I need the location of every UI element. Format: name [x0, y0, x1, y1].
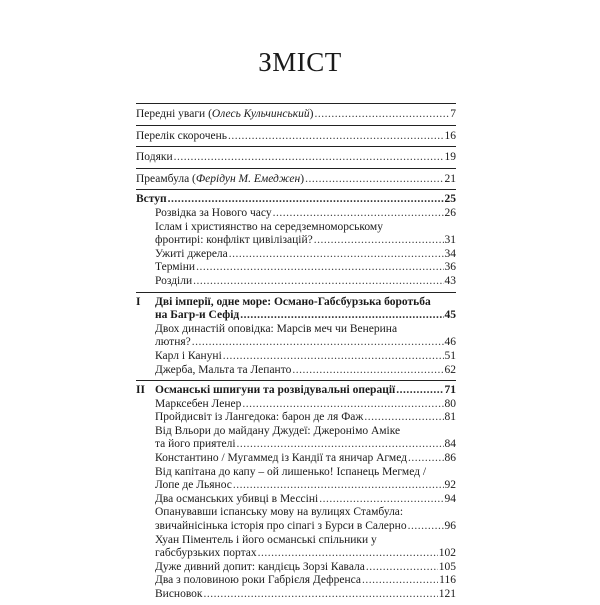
entry-line — [155, 234, 456, 248]
entry-title: лютня? — [155, 336, 191, 349]
entry-line — [155, 574, 456, 588]
page-number: 84 — [444, 438, 456, 451]
entry-line — [155, 207, 456, 221]
entry-title: Дуже дивний допит: кандієць Зорзі Кавала — [155, 560, 365, 573]
entry-title: Лопе де Льянос — [155, 479, 232, 492]
entry-line — [136, 108, 456, 122]
leader-dots — [192, 336, 444, 350]
entry-title: Перелік скорочень — [136, 129, 228, 142]
leader-dots — [305, 173, 443, 187]
leader-dots — [229, 248, 444, 262]
entry-title: Висновок — [155, 588, 203, 600]
leader-dots — [362, 574, 438, 588]
toc-entry[interactable] — [136, 207, 456, 221]
leader-dots — [396, 384, 443, 398]
page-number: 81 — [444, 411, 456, 424]
leader-dots — [228, 130, 443, 144]
entry-title: Терміни — [155, 261, 196, 274]
entry-title: Османські шпигуни та розвідувальні операції — [155, 384, 396, 397]
page-number: 86 — [444, 452, 456, 465]
page-number: 45 — [444, 309, 456, 322]
chapter-number: II — [136, 384, 145, 397]
entry-title: Джерба, Мальта та Лепанто — [155, 363, 292, 376]
entry-line — [155, 547, 456, 561]
leader-dots — [314, 108, 449, 122]
toc-chapter-2[interactable] — [136, 384, 456, 398]
toc-entry[interactable] — [136, 534, 456, 561]
entry-line — [155, 452, 456, 466]
entry-line — [155, 438, 456, 452]
page-number: 105 — [438, 560, 456, 573]
toc-entry-f3[interactable] — [136, 151, 456, 165]
entry-line: Двох династій оповідка: Марсів меч чи Венерина — [155, 322, 398, 335]
page-number: 21 — [444, 172, 456, 185]
entry-line — [155, 520, 456, 534]
entry-line — [155, 364, 456, 378]
entry-line — [155, 261, 456, 275]
toc-entry[interactable] — [136, 364, 456, 378]
toc-entry[interactable] — [136, 574, 456, 588]
leader-dots — [319, 493, 443, 507]
page-number: 31 — [444, 234, 456, 247]
page-number: 25 — [444, 193, 456, 206]
leader-dots — [242, 398, 443, 412]
toc-chapter-1[interactable] — [136, 296, 456, 323]
toc-entry[interactable] — [136, 493, 456, 507]
entry-line: Іслам і християнство на середземноморському — [155, 220, 383, 233]
toc-entry[interactable] — [136, 561, 456, 575]
entry-title: Константино / Мугаммед із Кандії та яничар Агмед — [155, 452, 408, 465]
entry-title: Подяки — [136, 151, 173, 164]
entry-line — [155, 493, 456, 507]
entry-title: Марксебен Ленер — [155, 397, 242, 410]
page-title: ЗМІСТ — [258, 47, 342, 77]
page-number: 102 — [438, 547, 456, 560]
author-name: Ферідун М. Емеджен — [195, 172, 301, 185]
entry-title: Карл і Кануні — [155, 349, 222, 362]
entry-title: Преамбула (Ферідун М. Емеджен) — [136, 172, 305, 185]
entry-title: Розділи — [155, 274, 193, 287]
entry-title: Вступ — [136, 193, 167, 206]
leader-dots — [364, 411, 443, 425]
entry-line — [136, 193, 456, 207]
leader-dots — [196, 261, 443, 275]
entry-line: Від капітана до капу – ой лишенько! Іспанець Мегмед / — [155, 465, 427, 478]
page-number: 26 — [444, 206, 456, 219]
toc-entry[interactable] — [136, 466, 456, 493]
leader-dots — [258, 547, 438, 561]
entry-line — [155, 561, 456, 575]
toc-entry[interactable] — [136, 261, 456, 275]
entry-title: Розвідка за Нового часу — [155, 206, 272, 219]
toc-entry[interactable] — [136, 398, 456, 412]
page-number: 116 — [439, 574, 456, 587]
entry-line — [136, 173, 456, 187]
entry-line — [155, 411, 456, 425]
page-number: 34 — [444, 247, 456, 260]
entry-line: Від Вльори до майдану Джудеї: Джеронімо Аміке — [155, 424, 401, 437]
toc-entry-f1[interactable] — [136, 108, 456, 122]
entry-title: габсбурзьких портах — [155, 547, 257, 560]
leader-dots — [408, 520, 444, 534]
chapter-number: I — [136, 295, 141, 308]
entry-title: Пройдисвіт із Лангедока: барон де ля Фаж — [155, 411, 364, 424]
entry-line: Хуан Піментель і його османські спільники у — [155, 533, 377, 546]
entry-title: Передні уваги (Олесь Кульчинський) — [136, 108, 314, 120]
entry-line: Дві імперії, одне море: Османо-Габсбурзька боротьба — [155, 295, 431, 308]
entry-title: на Багр-и Сефід — [155, 309, 240, 322]
page-number: 94 — [444, 492, 456, 505]
entry-line — [155, 479, 456, 493]
toc-entry[interactable] — [136, 411, 456, 425]
entry-line — [155, 248, 456, 262]
page-number: 80 — [444, 397, 456, 410]
toc-entry[interactable] — [136, 506, 456, 533]
page-number: 46 — [444, 336, 456, 349]
leader-dots — [273, 207, 444, 221]
entry-line — [155, 275, 456, 289]
entry-title: фронтирі: конфлікт цивілізацій? — [155, 234, 313, 247]
page-number: 16 — [444, 129, 456, 142]
entry-title: Два османських убивці в Мессіні — [155, 492, 319, 505]
page-number: 62 — [444, 363, 456, 376]
page-number: 19 — [444, 151, 456, 164]
table-of-contents — [136, 103, 456, 605]
toc-entry-f2[interactable] — [136, 130, 456, 144]
entry-line — [155, 384, 456, 398]
page-number: 71 — [444, 384, 456, 397]
entry-line — [136, 130, 456, 144]
leader-dots — [193, 275, 443, 289]
toc-entry[interactable] — [136, 275, 456, 289]
entry-line — [136, 151, 456, 165]
entry-title: та його приятелі — [155, 438, 236, 451]
entry-line: Опанувавши іспанську мову на вулицях Стамбула: — [155, 506, 404, 519]
toc-entry[interactable] — [136, 221, 456, 248]
leader-dots — [314, 234, 444, 248]
entry-line — [155, 336, 456, 350]
page-number: 121 — [438, 588, 456, 600]
page-number: 43 — [444, 274, 456, 287]
toc-section-intro[interactable] — [136, 193, 456, 207]
toc-entry[interactable] — [136, 248, 456, 262]
leader-dots — [408, 452, 443, 466]
toc-entry[interactable] — [136, 350, 456, 364]
author-name: Олесь Кульчинський — [211, 108, 310, 120]
spacer — [136, 602, 456, 605]
toc-entry[interactable] — [136, 425, 456, 452]
entry-title: звичайнісінька історія про сіпагі з Бурси в Салерно — [155, 520, 407, 533]
page-number: 96 — [444, 520, 456, 533]
page-number: 7 — [450, 108, 456, 120]
toc-entry-f4[interactable] — [136, 173, 456, 187]
leader-dots — [233, 479, 444, 493]
leader-dots — [223, 350, 444, 364]
entry-title: Два з половиною роки Габрієля Дефренса — [155, 574, 361, 587]
entry-title: Ужиті джерела — [155, 247, 228, 260]
page-number: 36 — [444, 261, 456, 274]
toc-entry[interactable] — [136, 452, 456, 466]
page-number: 92 — [444, 479, 456, 492]
leader-dots — [237, 438, 444, 452]
entry-line — [155, 350, 456, 364]
leader-dots — [174, 151, 444, 165]
leader-dots — [168, 193, 444, 207]
entry-line — [155, 398, 456, 412]
leader-dots — [240, 309, 443, 323]
toc-entry[interactable] — [136, 323, 456, 350]
entry-line — [155, 309, 456, 323]
page-number: 51 — [444, 349, 456, 362]
leader-dots — [366, 561, 438, 575]
leader-dots — [292, 364, 443, 378]
